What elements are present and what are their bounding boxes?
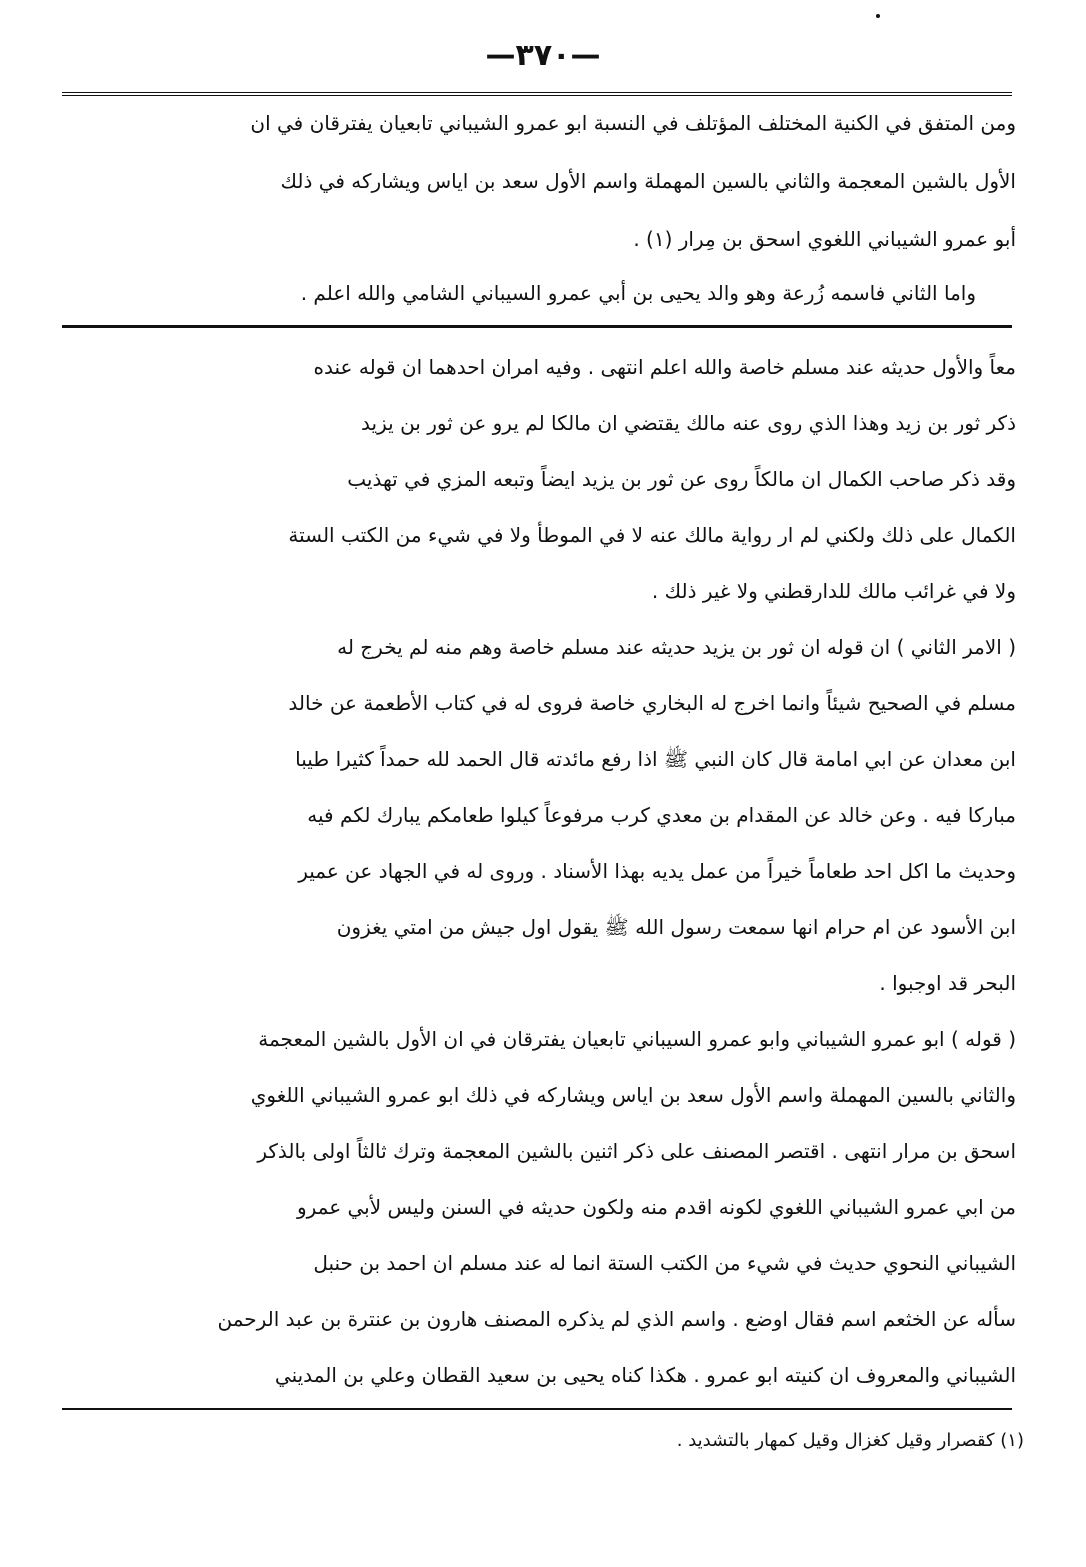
- main-text-line: مباركا فيه . وعن خالد عن المقدام بن معدي كرب مرفوعاً كيلوا طعامكم يبارك لكم فيه: [307, 803, 1016, 827]
- main-text-line: اسحق بن مرار انتهى . اقتصر المصنف على ذكر اثنين بالشين المعجمة وترك ثالثاً اولى بالذكر: [257, 1139, 1016, 1163]
- commentary-line: ومن المتفق في الكنية المختلف المؤتلف في النسبة ابو عمرو الشيباني تابعيان يفترقان في ان: [250, 111, 1016, 135]
- main-text-line: ابن الأسود عن ام حرام انها سمعت رسول الله ﷺ يقول اول جيش من امتي يغزون: [336, 915, 1016, 939]
- main-text-line: ابن معدان عن ابي امامة قال كان النبي ﷺ اذا رفع مائدته قال الحمد لله حمداً كثيرا طيبا: [295, 747, 1016, 771]
- main-text-line: سأله عن الخثعم اسم فقال اوضع . واسم الذي لم يذكره المصنف هارون بن عنترة بن عبد الرحمن: [217, 1307, 1016, 1331]
- main-text-line: معاً والأول حديثه عند مسلم خاصة والله اعلم انتهى . وفيه امران احدهما ان قوله عنده: [313, 355, 1016, 379]
- footnote: (١) كقصرار وقيل كغزال وقيل كمهار بالتشديد .: [676, 1430, 1024, 1451]
- main-text-line: والثاني بالسين المهملة واسم الأول سعد بن اياس ويشاركه في ذلك ابو عمرو الشيباني اللغوي: [250, 1083, 1016, 1107]
- commentary-line: أبو عمرو الشيباني اللغوي اسحق بن مِرار (١) .: [633, 227, 1016, 251]
- main-text-line: الشيباني والمعروف ان كنيته ابو عمرو . هكذا كناه يحيى بن سعيد القطان وعلي بن المديني: [274, 1363, 1016, 1387]
- commentary-line: واما الثاني فاسمه زُرعة وهو والد يحيى بن أبي عمرو السيباني الشامي والله اعلم .: [300, 281, 976, 305]
- main-text-line: وقد ذكر صاحب الكمال ان مالكاً روى عن ثور بن يزيد ايضاً وتبعه المزي في تهذيب: [347, 467, 1016, 491]
- main-text-line: ( الامر الثاني ) ان قوله ان ثور بن يزيد حديثه عند مسلم خاصة وهم منه لم يخرج له: [337, 635, 1016, 659]
- main-text-line: وحديث ما اكل احد طعاماً خيراً من عمل يديه بهذا الأسناد . وروى له في الجهاد عن عمير: [298, 859, 1016, 883]
- main-text-line: ولا في غرائب مالك للدارقطني ولا غير ذلك .: [651, 579, 1016, 603]
- ink-dot: [876, 14, 880, 18]
- main-text-line: من ابي عمرو الشيباني اللغوي لكونه اقدم منه ولكون حديثه في السنن وليس لأبي عمرو: [296, 1195, 1016, 1219]
- commentary-line: الأول بالشين المعجمة والثاني بالسين المهملة واسم الأول سعد بن اياس ويشاركه في ذلك: [280, 169, 1016, 193]
- main-text-line: الكمال على ذلك ولكني لم ار رواية مالك عنه لا في الموطأ ولا في شيء من الكتب الستة: [288, 523, 1016, 547]
- main-text-line: الشيباني النحوي حديث في شيء من الكتب الستة انما له عند مسلم ان احمد بن حنبل: [313, 1251, 1016, 1275]
- section-divider: [62, 325, 1012, 328]
- main-text-line: ( قوله ) ابو عمرو الشيباني وابو عمرو السيباني تابعيان يفترقان في ان الأول بالشين المعجمة: [258, 1027, 1016, 1051]
- main-text-line: مسلم في الصحيح شيئاً وانما اخرج له البخاري خاصة فروى له في كتاب الأطعمة عن خالد: [288, 691, 1016, 715]
- page-number: —٣٧٠—: [485, 38, 601, 73]
- footnote-divider: [62, 1408, 1012, 1410]
- header-rule: [62, 92, 1012, 96]
- main-text-line: ذكر ثور بن زيد وهذا الذي روى عنه مالك يقتضي ان مالكا لم يرو عن ثور بن يزيد: [361, 411, 1016, 435]
- main-text-line: البحر قد اوجبوا .: [879, 971, 1016, 995]
